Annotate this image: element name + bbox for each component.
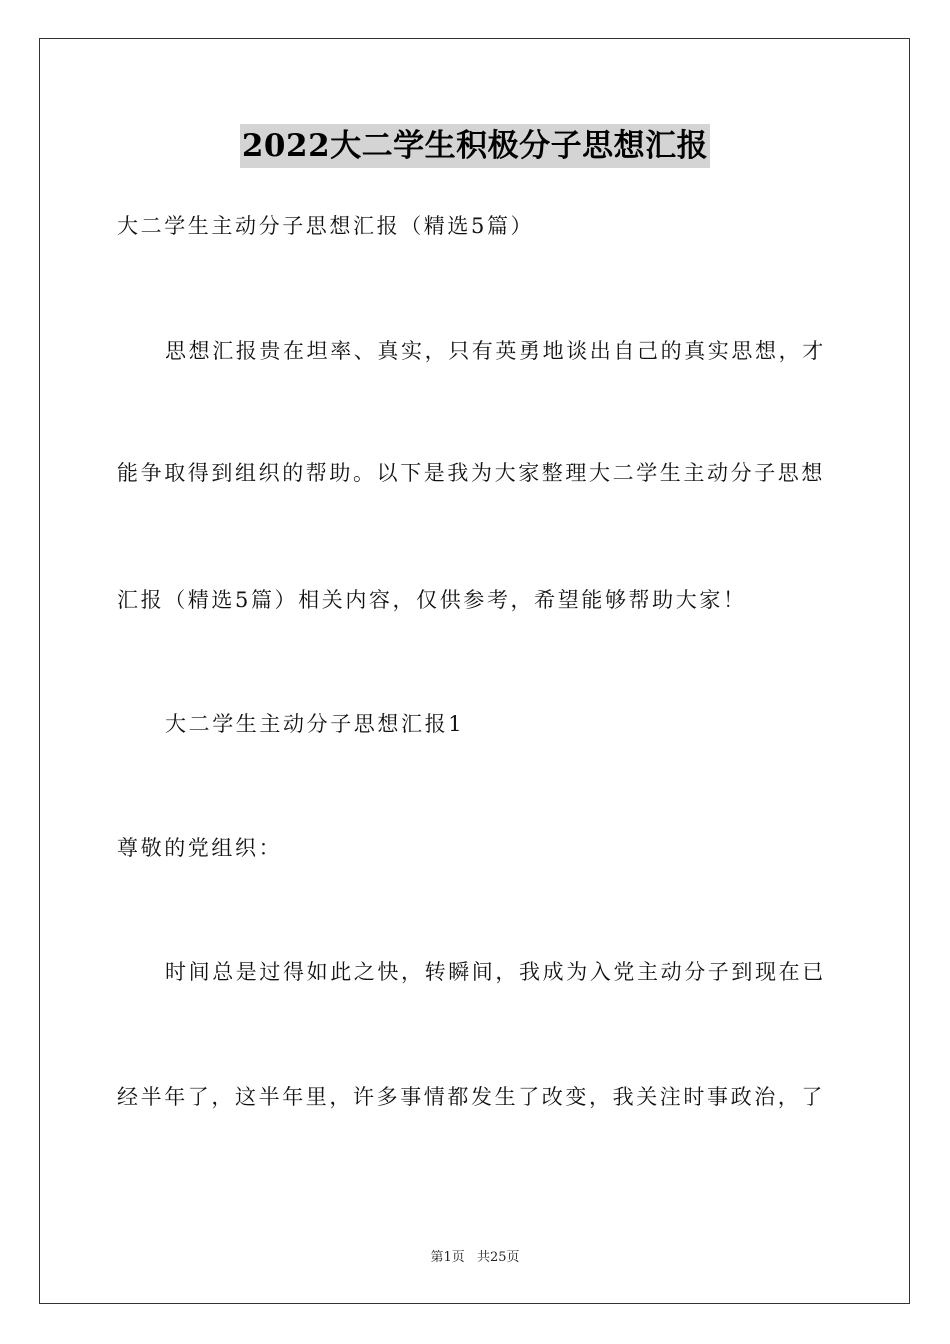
page-total: 共25页	[476, 1250, 520, 1265]
page-number: 第1页	[430, 1250, 465, 1265]
subtitle-line: 大二学生主动分子思想汇报（精选5篇）	[117, 214, 535, 238]
paragraph-line: 经半年了，这半年里，许多事情都发生了改变，我关注时事政治，了	[117, 1085, 825, 1109]
salutation-line: 尊敬的党组织：	[117, 836, 283, 860]
section-heading: 大二学生主动分子思想汇报1	[165, 712, 465, 736]
paragraph-line: 思想汇报贵在坦率、真实，只有英勇地谈出自己的真实思想，才	[165, 339, 826, 363]
paragraph-line: 时间总是过得如此之快，转瞬间，我成为入党主动分子到现在已	[165, 960, 826, 984]
paragraph-line: 能争取得到组织的帮助。以下是我为大家整理大二学生主动分子思想	[117, 461, 825, 485]
title-container	[0, 124, 950, 168]
document-title: 2022大二学生积极分子思想汇报	[240, 124, 710, 168]
page-footer	[0, 1246, 950, 1265]
paragraph-line: 汇报（精选5篇）相关内容，仅供参考，希望能够帮助大家！	[117, 588, 747, 612]
